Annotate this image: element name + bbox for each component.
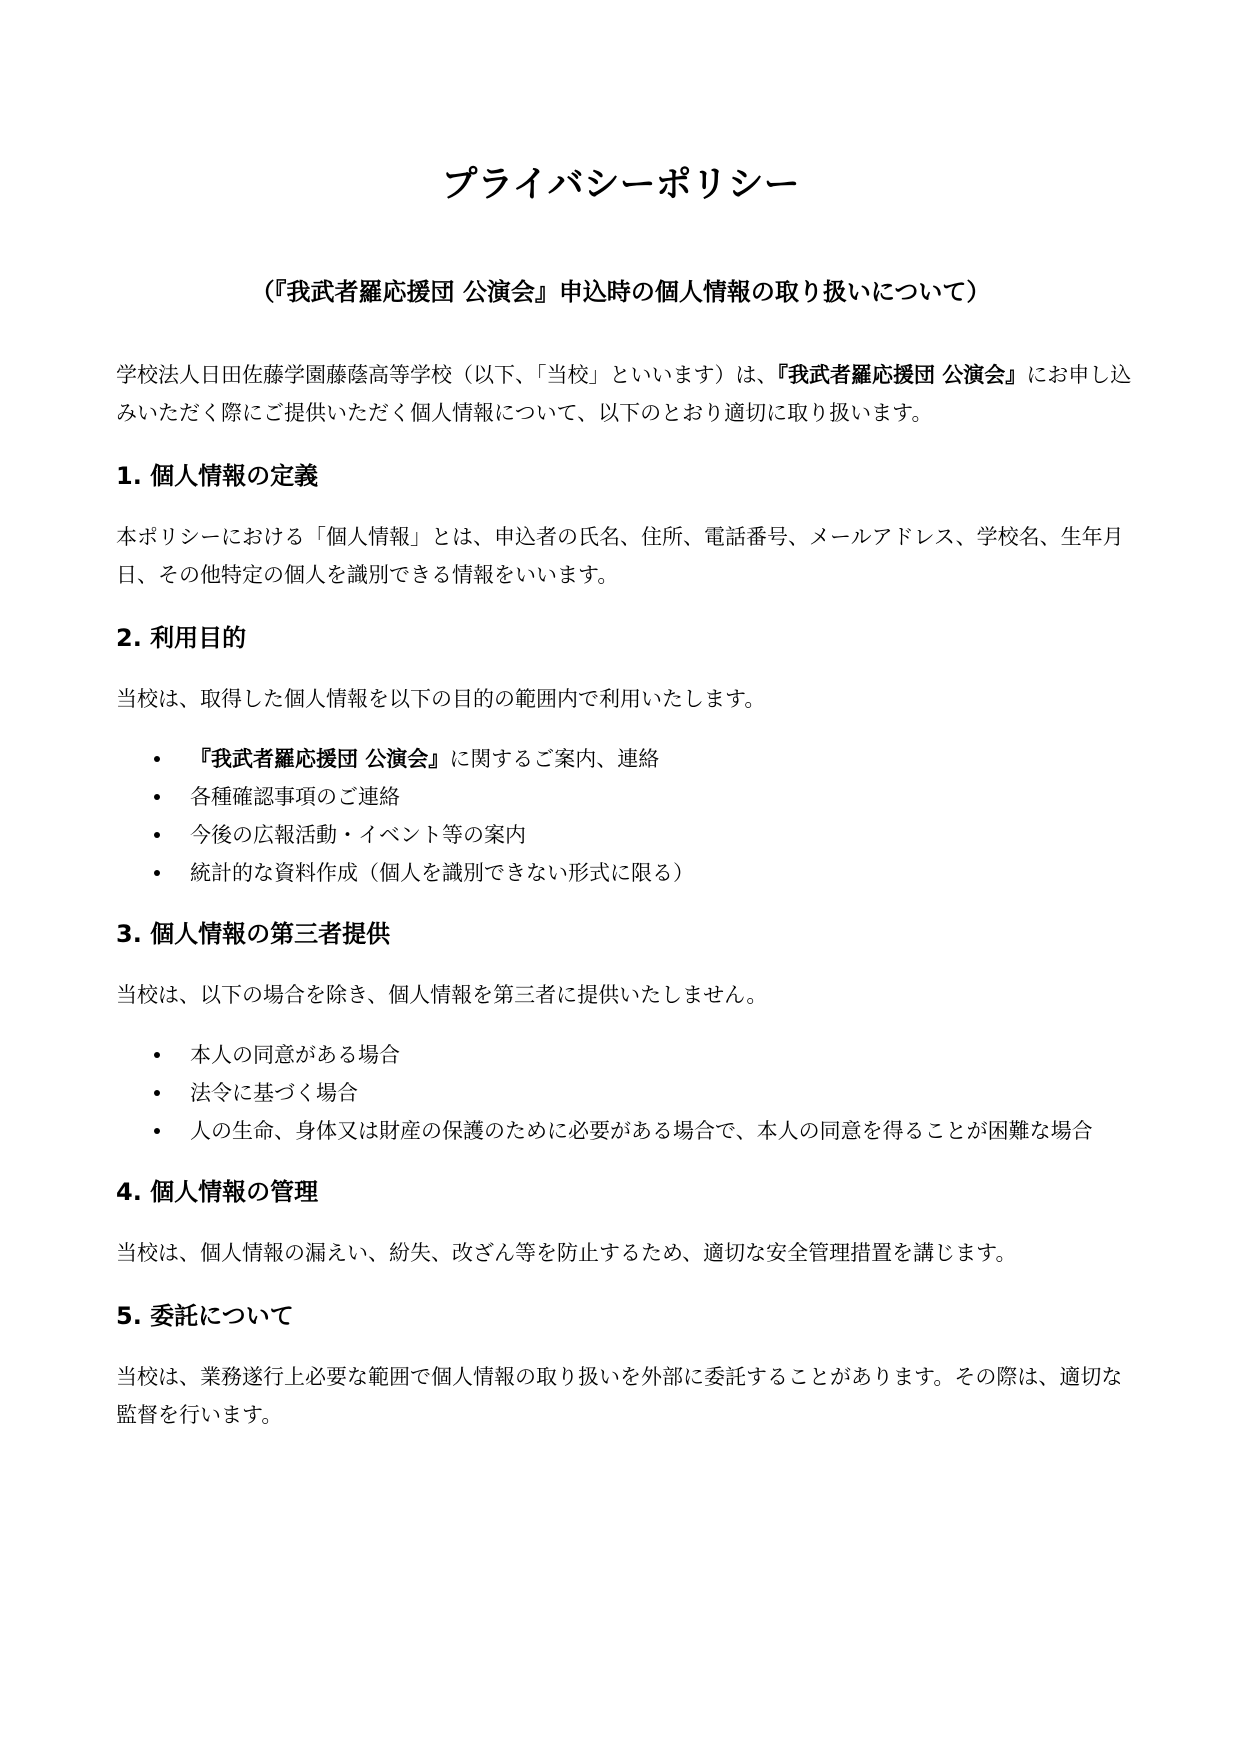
list-item <box>116 1112 1136 1150</box>
purpose-list <box>116 740 1136 892</box>
section-heading-management: 4. 個人情報の管理 <box>116 1178 319 1206</box>
list-item-text: 法令に基づく場合 <box>190 1081 358 1105</box>
third-party-list <box>116 1036 1136 1150</box>
list-item-text: 今後の広報活動・イベント等の案内 <box>190 823 526 847</box>
section-heading-outsourcing: 5. 委託について <box>116 1302 294 1330</box>
section-body-outsourcing: 当校は、業務遂行上必要な範囲で個人情報の取り扱いを外部に委託することがあります。その際は、適切な監督を行います。 <box>116 1365 1123 1427</box>
intro-text: 学校法人日田佐藤学園藤蔭高等学校（以下、「当校」といいます）は、 <box>116 363 778 387</box>
list-item-text: 統計的な資料作成（個人を識別できない形式に限る） <box>190 861 694 885</box>
list-item <box>116 854 1136 892</box>
list-item <box>116 778 1136 816</box>
section-heading-definition: 1. 個人情報の定義 <box>116 462 319 490</box>
intro-event-name: 『我武者羅応援団 公演会』 <box>777 363 1027 387</box>
list-item <box>116 740 1136 778</box>
bullet-icon <box>154 756 160 762</box>
list-item <box>116 816 1136 854</box>
bullet-icon <box>154 1052 160 1058</box>
intro-paragraph <box>116 356 1136 432</box>
section-body-management: 当校は、個人情報の漏えい、紛失、改ざん等を防止するため、適切な安全管理措置を講じます。 <box>116 1241 1017 1265</box>
bullet-icon <box>154 832 160 838</box>
section-heading-third-party: 3. 個人情報の第三者提供 <box>116 920 391 948</box>
document-content <box>116 356 1136 1458</box>
section-heading-purpose: 2. 利用目的 <box>116 624 247 652</box>
list-item-text: に関するご案内、連絡 <box>449 747 660 771</box>
section-body-purpose: 当校は、取得した個人情報を以下の目的の範囲内で利用いたします。 <box>116 687 766 711</box>
page-title: プライバシーポリシー <box>441 164 800 205</box>
bullet-icon <box>154 870 160 876</box>
section-body-definition: 本ポリシーにおける「個人情報」とは、申込者の氏名、住所、電話番号、メールアドレス、学校名、生年月日、その他特定の個人を識別できる情報をいいます。 <box>116 525 1124 587</box>
list-item-text: 人の生命、身体又は財産の保護のために必要がある場合で、本人の同意を得ることが困難な場合 <box>190 1119 1093 1143</box>
bullet-icon <box>154 1128 160 1134</box>
list-item <box>116 1036 1136 1074</box>
list-item-text: 各種確認事項のご連絡 <box>190 785 400 809</box>
bullet-icon <box>154 1090 160 1096</box>
page-subtitle: （『我武者羅応援団 公演会』申込時の個人情報の取り扱いについて） <box>250 278 991 306</box>
intro-text-continued: にお申し込みいただく際にご提供いただく個人情報について、以下のとおり適切に取り扱います。 <box>116 363 1132 425</box>
list-item-text: 本人の同意がある場合 <box>190 1043 400 1067</box>
list-item <box>116 1074 1136 1112</box>
bullet-icon <box>154 794 160 800</box>
list-item-event-name: 『我武者羅応援団 公演会』 <box>190 747 450 771</box>
section-body-third-party: 当校は、以下の場合を除き、個人情報を第三者に提供いたしません。 <box>116 983 768 1007</box>
